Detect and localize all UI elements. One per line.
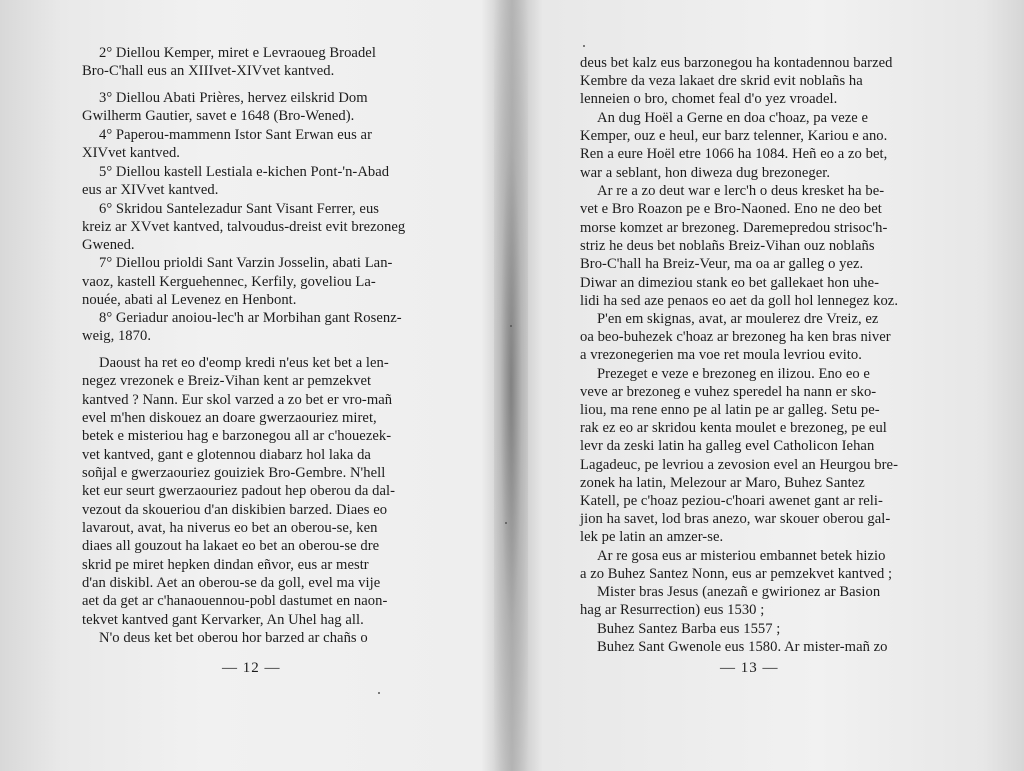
text-line: Buhez Santez Barba eus 1557 ; <box>597 621 781 637</box>
text-line: N'o deus ket bet oberou hor barzed ar chañs o <box>99 630 368 646</box>
text-line: 6° Skridou Santelezadur Sant Visant Ferrer, eus <box>99 201 380 217</box>
text-line: diaes all gouzout ha lakaet eo bet an oberou-se dre <box>82 538 380 554</box>
text-line: lek pe latin an amzer-se. <box>580 529 724 545</box>
text-line: lidi ha sed aze penaos eo aet da goll hol lennegez koz. <box>580 293 899 309</box>
text-line: Kembre da veza lakaet dre skrid evit noblañs ha <box>580 73 863 89</box>
text-line: d'an diskibl. Aet an oberou-se da goll, evel ma vije <box>82 575 381 591</box>
scan-speck <box>505 522 507 524</box>
text-line: betek e misteriou hag e barzonegou all ar c'houezek- <box>82 428 392 444</box>
text-line: jion ha savet, lod bras anezo, war skouer oberou gal- <box>580 511 891 527</box>
text-line: 5° Diellou kastell Lestiala e-kichen Pont-'n-Abad <box>99 164 390 180</box>
text-line: Bro-C'hall ha Breiz-Veur, ma oa ar galleg o yez. <box>580 256 864 272</box>
text-line: Gwilherm Gautier, savet e 1648 (Bro-Wened). <box>82 108 355 124</box>
text-line: Prezeget e veze e brezoneg en ilizou. Eno eo e <box>597 366 870 382</box>
text-line: Katell, pe c'hoaz peziou-c'hoari awenet gant ar reli- <box>580 493 883 509</box>
text-line: a zo Buhez Santez Nonn, eus ar pemzekvet kantved ; <box>580 566 893 582</box>
text-line: liou, ma rene enno pe al latin pe ar galleg. Setu pe- <box>580 402 880 418</box>
text-line: Ar re a zo deut war e lerc'h o deus kresket ha be- <box>597 183 885 199</box>
text-line: soñjal e gwerzaouriez gouiziek Bro-Gembre. N'hell <box>82 465 386 481</box>
page-number: — 12 — <box>222 660 281 676</box>
text-line: 3° Diellou Abati Prières, hervez eilskrid Dom <box>99 90 368 106</box>
right-page <box>520 0 1024 771</box>
text-line: Lagadeuc, pe levriou a zevosion evel an Heurgou bre- <box>580 457 898 473</box>
text-line: weig, 1870. <box>82 328 152 344</box>
scan-speck <box>510 325 512 327</box>
text-line: ket eur seurt gwerzaouriez padout hep oberou da dal- <box>82 483 395 499</box>
text-line: lavarout, avat, ha niverus eo bet an oberou-se, ken <box>82 520 378 536</box>
text-line: 4° Paperou-mammenn Istor Sant Erwan eus ar <box>99 127 372 143</box>
text-line: vaoz, kastell Kerguehennec, Kerfily, goveliou La- <box>82 274 376 290</box>
text-line: war a seblant, hon diweza dug brezoneger. <box>580 165 831 181</box>
text-line: Gwened. <box>82 237 135 253</box>
text-line: lenneien o bro, chomet feal d'o yez vroadel. <box>580 91 838 107</box>
text-line: negez vrezonek e Breiz-Vihan kent ar pemzekvet <box>82 373 372 389</box>
scan-speck <box>583 45 585 47</box>
text-line: Diwar an dimeziou stank eo bet gallekaet hon uhe- <box>580 275 880 291</box>
text-line: Ren a eure Hoël etre 1066 ha 1084. Heñ eo a zo bet, <box>580 146 888 162</box>
text-line: evel m'hen diskouez an doare gwerzaouriez miret, <box>82 410 377 426</box>
text-line: Mister bras Jesus (anezañ e gwirionez ar Basion <box>597 584 881 600</box>
text-line: tekvet kantved gant Kervarker, An Uhel hag all. <box>82 612 364 628</box>
text-line: kreiz ar XVvet kantved, talvoudus-dreist evit brezoneg <box>82 219 406 235</box>
text-line: XIVvet kantved. <box>82 145 181 161</box>
text-line: 7° Diellou prioldi Sant Varzin Josselin, abati Lan- <box>99 255 393 271</box>
text-line: oa beo-buhezek c'hoaz ar brezoneg ha ken bras niver <box>580 329 891 345</box>
text-line: levr da zeski latin ha galleg evel Catholicon Iehan <box>580 438 875 454</box>
text-line: a vrezonegerien ma voe ret moula levriou evito. <box>580 347 862 363</box>
text-line: Daoust ha ret eo d'eomp kredi n'eus ket bet a len- <box>99 355 389 371</box>
page-number: — 13 — <box>720 660 779 676</box>
text-line: Ar re gosa eus ar misteriou embannet betek hizio <box>597 548 886 564</box>
text-line: 8° Geriadur anoiou-lec'h ar Morbihan gant Rosenz- <box>99 310 402 326</box>
text-line: vezout da skoueriou d'an diskibien barzed. Diaes eo <box>82 502 388 518</box>
text-line: aet da get ar c'hanaouennou-pobl dastumet en naon- <box>82 593 388 609</box>
text-line: deus bet kalz eus barzonegou ha kontadennou barzed <box>580 55 893 71</box>
text-line: Buhez Sant Gwenole eus 1580. Ar mister-mañ zo <box>597 639 888 655</box>
text-line: zonek ha latin, Melezour ar Maro, Buhez Santez <box>580 475 865 491</box>
text-line: vet e Bro Roazon pe e Bro-Naoned. Eno ne deo bet <box>580 201 882 217</box>
text-line: nouée, abati al Levenez en Henbont. <box>82 292 297 308</box>
text-line: rak ez eo ar skridou kenta moulet e brezoneg, pe eul <box>580 420 887 436</box>
text-line: striz he deus bet noblañs Breiz-Vihan ouz noblañs <box>580 238 875 254</box>
text-line: hag ar Resurrection) eus 1530 ; <box>580 602 765 618</box>
left-page <box>0 0 500 771</box>
text-line: kantved ? Nann. Eur skol varzed a zo bet er vro-mañ <box>82 392 393 408</box>
text-line: morse komzet ar brezoneg. Daremepredou strisoc'h- <box>580 220 888 236</box>
text-line: Bro-C'hall eus an XIIIvet-XIVvet kantved. <box>82 63 335 79</box>
text-line: 2° Diellou Kemper, miret e Levraoueg Broadel <box>99 45 376 61</box>
text-line: Kemper, ouz e heul, eur barz telenner, Kariou e ano. <box>580 128 888 144</box>
scan-speck <box>378 692 380 694</box>
text-line: veve ar brezoneg e vuhez speredel ha nann er sko- <box>580 384 877 400</box>
text-line: skrid pe miret hepken dindan eñvor, eus ar mestr <box>82 557 369 573</box>
text-line: An dug Hoël a Gerne en doa c'hoaz, pa veze e <box>597 110 869 126</box>
text-line: vet kantved, gant e glotennou diabarz hol laka da <box>82 447 371 463</box>
text-line: eus ar XIVvet kantved. <box>82 182 219 198</box>
text-line: P'en em skignas, avat, ar moulerez dre Vreiz, ez <box>597 311 879 327</box>
